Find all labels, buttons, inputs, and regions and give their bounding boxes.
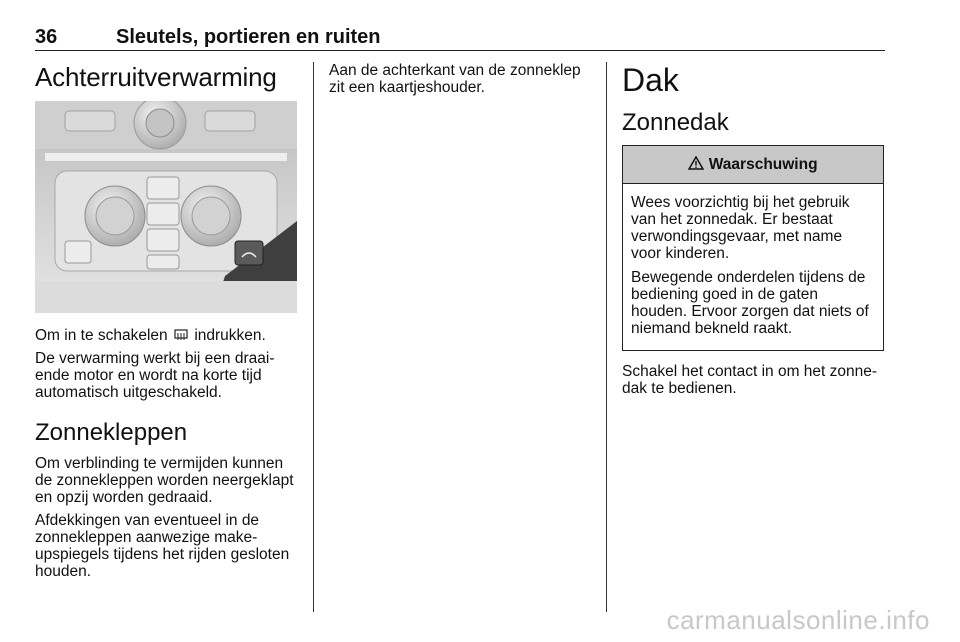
section-heading: Achterruitverwarming bbox=[35, 62, 277, 92]
warning-paragraph: Bewegende onderdelen tijdens de bediening goed in de gaten houden. Ervoor zorgen dat niets of niemand bekneld raakt. bbox=[631, 269, 869, 337]
rear-defrost-icon bbox=[174, 328, 188, 342]
p1-before: Om in te schakelen bbox=[35, 327, 168, 344]
column-middle bbox=[329, 62, 597, 102]
warning-box bbox=[622, 145, 884, 351]
page-number: 36 bbox=[35, 26, 58, 48]
console-illustration bbox=[35, 101, 297, 313]
p1-after: indrukken. bbox=[194, 327, 266, 344]
column-right bbox=[622, 62, 887, 403]
paragraph: De verwarming werkt bij een draaiende motor en wordt na korte tijd automatisch uitgeschakeld. bbox=[35, 350, 275, 401]
paragraph: Om verblinding te vermijden kunnen de zonnekleppen worden neergeklapt en opzij worden gedraaid. bbox=[35, 455, 294, 506]
column-divider bbox=[313, 62, 314, 612]
column-divider bbox=[606, 62, 607, 612]
rear-window-heater-photo bbox=[35, 101, 297, 313]
warning-paragraph: Wees voorzichtig bij het gebruik van het zonnedak. Er bestaat verwondingsgevaar, met name voor kinderen. bbox=[631, 194, 850, 262]
page-header bbox=[35, 26, 885, 51]
warning-title: Waarschuwing bbox=[708, 156, 818, 173]
paragraph: Schakel het contact in om het zonnedak te bedienen. bbox=[622, 363, 878, 397]
paragraph: Aan de achterkant van de zonneklep zit een kaartjeshouder. bbox=[329, 62, 581, 96]
paragraph: Afdekkingen van eventueel in de zonnekleppen aanwezige make-upspiegels tijdens het rijden gesloten houden. bbox=[35, 512, 290, 580]
warning-header bbox=[623, 146, 883, 184]
section-heading: Dak bbox=[622, 62, 679, 98]
subsection-heading: Zonnedak bbox=[622, 109, 729, 136]
warning-triangle-icon bbox=[688, 156, 708, 173]
watermark: carmanualsonline.info bbox=[666, 605, 930, 635]
paragraph bbox=[35, 327, 300, 344]
warning-body bbox=[623, 184, 883, 350]
section-heading: Zonnekleppen bbox=[35, 419, 188, 446]
chapter-title: Sleutels, portieren en ruiten bbox=[116, 26, 381, 48]
column-left bbox=[35, 62, 300, 586]
